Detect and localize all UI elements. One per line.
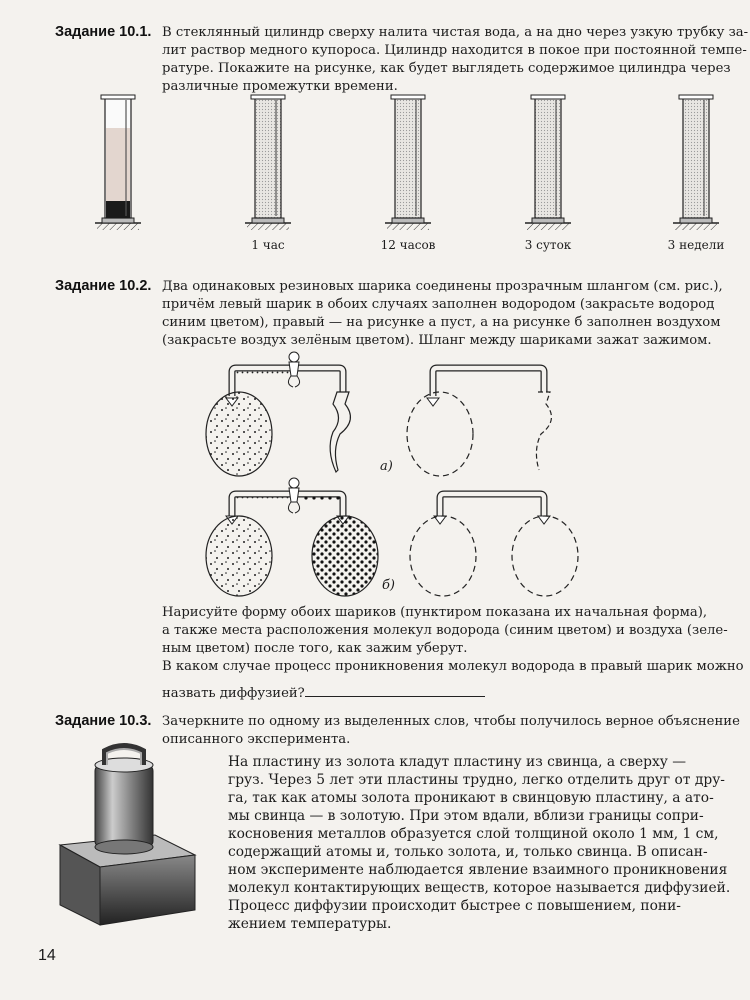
text-line: различные промежутки времени. — [162, 79, 398, 94]
caption-3-weeks: 3 недели — [667, 238, 725, 252]
clamp-icon — [288, 478, 299, 513]
balloon-pair-a-filled — [206, 352, 350, 476]
text-line: На пластину из золота кладут пластину из свинца, а сверху — — [228, 754, 687, 770]
text-line: косновения металлов образуется слой толщиной около 1 мм, 1 см, — [228, 826, 719, 842]
text-line: ным цветом) после того, как зажим уберут. — [162, 641, 468, 656]
caption-3-days: 3 суток — [524, 238, 572, 252]
text-line: га, так как атомы золота проникают в свинцовую пластину, а ато- — [228, 790, 714, 806]
text-line: молекул контактирующих веществ, которое называется диффузией. — [228, 880, 731, 896]
task-10-3-label: Задание 10.3. — [55, 713, 152, 729]
text-line: Два одинаковых резиновых шарика соединены прозрачным шлангом (см. рис.), — [162, 279, 723, 294]
task-10-2-label: Задание 10.2. — [55, 278, 152, 294]
text-line: лит раствор медного купороса. Цилиндр находится в покое при постоянной темпе- — [162, 43, 747, 58]
text-line: а также места расположения молекул водорода (синим цветом) и воздуха (зеле- — [162, 623, 728, 638]
text-line: (закрасьте воздух зелёным цветом). Шланг между шариками зажат зажимом. — [162, 333, 712, 348]
text-line: синим цветом), правый — на рисунке а пуст, а на рисунке б заполнен воздухом — [162, 315, 721, 330]
question-line — [162, 676, 732, 703]
task-10-2-instructions — [162, 604, 744, 703]
text-line: причём левый шарик в обоих случаях заполнен водородом (закрасьте водород — [162, 297, 715, 312]
task-10-3-body — [228, 753, 733, 933]
text-line: ратуре. Покажите на рисунке, как будет выглядеть содержимое цилиндра через — [162, 61, 731, 76]
question-text: назвать диффузией? — [162, 686, 305, 701]
metal-plates-figure — [55, 745, 225, 925]
text-line: груз. Через 5 лет эти пластины трудно, легко отделить друг от дру- — [228, 772, 725, 788]
clamp-icon — [288, 352, 299, 387]
text-line: жением температуры. — [228, 916, 392, 932]
task-10-3-text — [162, 713, 740, 749]
text-line: описанного эксперимента. — [162, 732, 351, 747]
text-line: Процесс диффузии происходит быстрее с повышением, пони- — [228, 898, 681, 914]
balloon-pair-b-filled — [206, 478, 378, 596]
text-line: мы свинца — в золотую. При этом вдали, вблизи границы сопри- — [228, 808, 704, 824]
caption-12-hours: 12 часов — [380, 238, 436, 252]
task-10-1-label: Задание 10.1. — [55, 24, 152, 40]
text-line: Нарисуйте форму обоих шариков (пунктиром показана их начальная форма), — [162, 605, 708, 620]
figure-a-label: а) — [380, 459, 393, 474]
text-line: Зачеркните по одному из выделенных слов, чтобы получилось верное объяснение — [162, 714, 740, 729]
text-line: содержащий атомы и, только золота, и, только свинца. В описан- — [228, 844, 708, 860]
balloon-pair-b-outline[interactable] — [410, 494, 578, 596]
text-line: В каком случае процесс проникновения молекул водорода в правый шарик можно — [162, 659, 744, 674]
caption-1-hour: 1 час — [251, 238, 285, 252]
balloon-pair-a-outline[interactable] — [407, 368, 551, 476]
text-line: ном эксперименте наблюдается явление взаимного проникновения — [228, 862, 728, 878]
page-number: 14 — [38, 947, 56, 964]
text-line: В стеклянный цилиндр сверху налита чистая вода, а на дно через узкую трубку за- — [162, 25, 749, 40]
figure-b-label: б) — [382, 578, 396, 593]
answer-field[interactable] — [305, 684, 485, 697]
